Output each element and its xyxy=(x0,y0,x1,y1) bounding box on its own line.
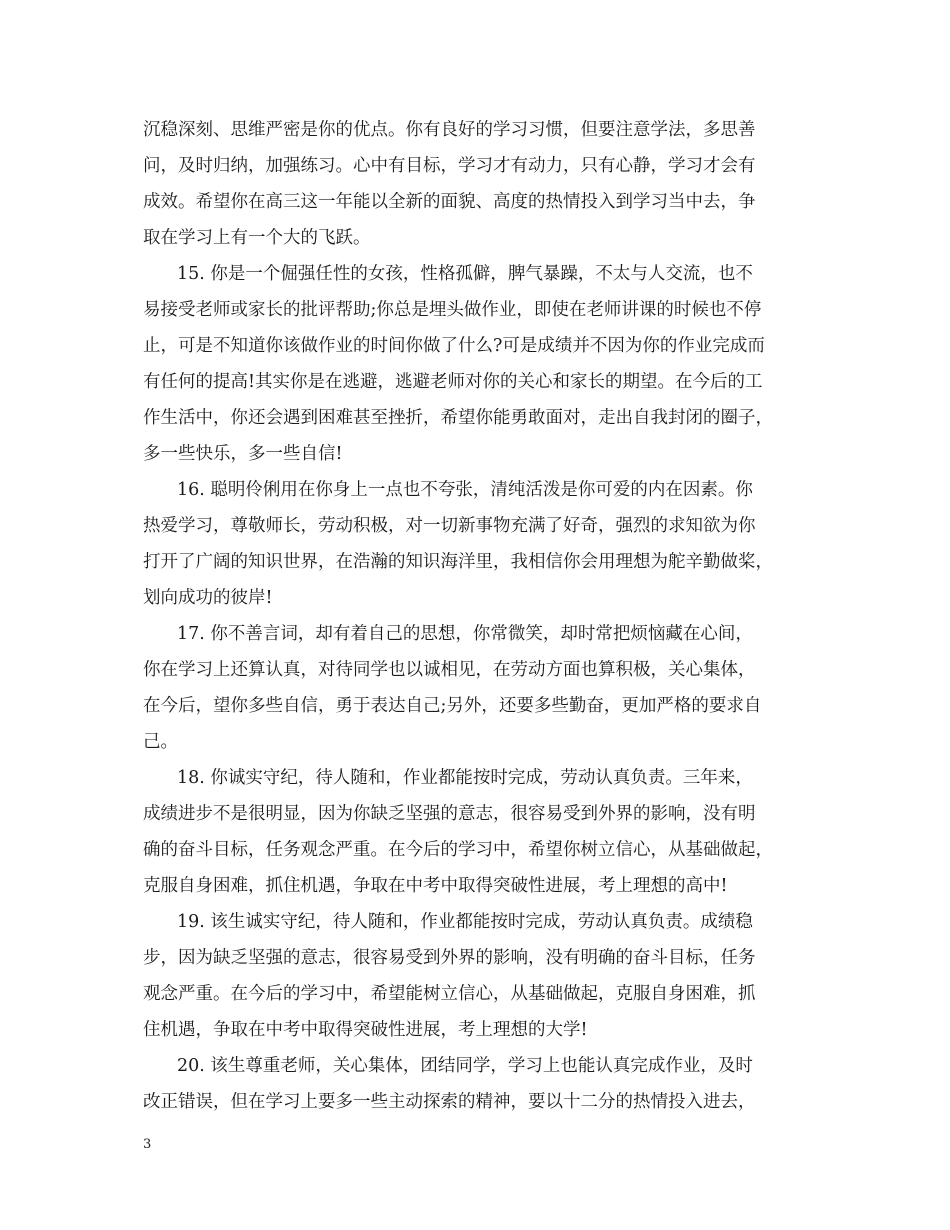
paragraph-start-line: 20. 该生尊重老师，关心集体，团结同学，学习上也能认真完成作业，及时 xyxy=(177,1056,753,1076)
text-line: 打开了广阔的知识世界，在浩瀚的知识海洋里，我相信你会用理想为舵辛勤做桨， xyxy=(143,552,773,572)
text-line: 热爱学习，尊敬师长，劳动积极，对一切新事物充满了好奇，强烈的求知欲为你 xyxy=(143,516,756,536)
text-line: 克服自身困难，抓住机遇，争取在中考中取得突破性进展，考上理想的高中! xyxy=(143,876,728,896)
text-line: 改正错误，但在学习上要多一些主动探索的精神，要以十二分的热情投入进去， xyxy=(143,1092,756,1112)
document-body xyxy=(143,112,833,1120)
paragraph-start-line: 16. 聪明伶俐用在你身上一点也不夸张，清纯活泼是你可爱的内在因素。你 xyxy=(177,480,753,500)
text-line: 观念严重。在今后的学习中，希望能树立信心，从基础做起，克服自身困难，抓 xyxy=(143,984,756,1004)
text-line: 你在学习上还算认真，对待同学也以诚相见，在劳动方面也算积极，关心集体， xyxy=(143,660,756,680)
page-number: 3 xyxy=(143,1137,152,1152)
text-line: 成绩进步不是很明显，因为你缺乏坚强的意志，很容易受到外界的影响，没有明 xyxy=(143,804,756,824)
text-line: 作生活中，你还会遇到困难甚至挫折，希望你能勇敢面对，走出自我封闭的圈子， xyxy=(143,408,773,428)
paragraph-start-line: 17. 你不善言词，却有着自己的思想，你常微笑，却时常把烦恼藏在心间， xyxy=(177,624,753,644)
text-line: 沉稳深刻、思维严密是你的优点。你有良好的学习习惯，但要注意学法，多思善 xyxy=(143,120,756,140)
text-line: 有任何的提高!其实你是在逃避，逃避老师对你的关心和家长的期望。在今后的工 xyxy=(143,372,763,392)
paragraph-start-line: 18. 你诚实守纪，待人随和，作业都能按时完成，劳动认真负责。三年来， xyxy=(177,768,753,788)
text-line: 止，可是不知道你该做作业的时间你做了什么?可是成绩并不因为你的作业完成而 xyxy=(143,336,765,356)
text-line: 易接受老师或家长的批评帮助;你总是埋头做作业，即使在老师讲课的时候也不停 xyxy=(143,300,762,320)
text-line: 问，及时归纳，加强练习。心中有目标，学习才有动力，只有心静，学习才会有 xyxy=(143,156,756,176)
text-line: 住机遇，争取在中考中取得突破性进展，考上理想的大学! xyxy=(143,1020,588,1040)
text-line: 划向成功的彼岸! xyxy=(143,588,273,608)
paragraph-start-line: 15. 你是一个倔强任性的女孩，性格孤僻，脾气暴躁，不太与人交流，也不 xyxy=(177,264,753,284)
text-line: 多一些快乐，多一些自信! xyxy=(143,444,343,464)
paragraph-start-line: 19. 该生诚实守纪，待人随和，作业都能按时完成，劳动认真负责。成绩稳 xyxy=(177,912,753,932)
text-line: 己。 xyxy=(143,732,178,752)
text-line: 在今后，望你多些自信，勇于表达自己;另外，还要多些勤奋，更加严格的要求自 xyxy=(143,696,762,716)
text-line: 确的奋斗目标，任务观念严重。在今后的学习中，希望你树立信心，从基础做起， xyxy=(143,840,773,860)
text-line: 取在学习上有一个大的飞跃。 xyxy=(143,228,371,248)
text-line: 成效。希望你在高三这一年能以全新的面貌、高度的热情投入到学习当中去，争 xyxy=(143,192,756,212)
text-line: 步，因为缺乏坚强的意志，很容易受到外界的影响，没有明确的奋斗目标，任务 xyxy=(143,948,756,968)
